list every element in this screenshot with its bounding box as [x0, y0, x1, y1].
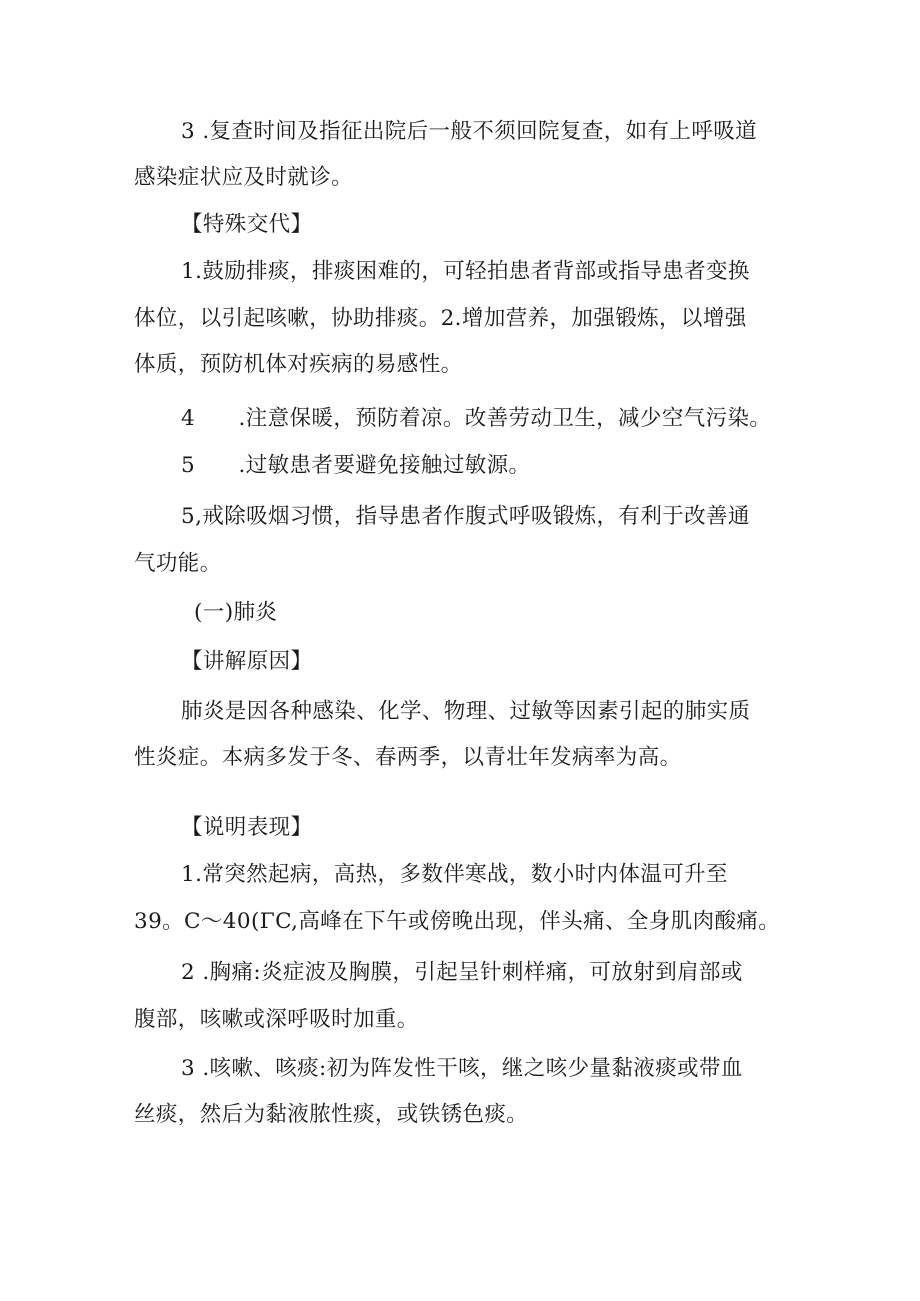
text-line: 5 .过敏患者要避免接触过敏源。 — [181, 453, 531, 478]
section-heading: 【说明表现】 — [181, 815, 313, 840]
text-line: 气功能。 — [134, 551, 222, 576]
text-line: 丝痰，然后为黏液脓性痰，或铁锈色痰。 — [134, 1102, 529, 1127]
text-line: 4 .注意保暖，预防着凉。改善劳动卫生，减少空气污染。 — [181, 406, 772, 431]
section-heading: (一)肺炎 — [194, 600, 278, 625]
text-line: 5,戒除吸烟习惯，指导患者作腹式呼吸锻炼，有利于改善通 — [181, 504, 750, 529]
text-line: 2 .胸痛:炎症波及胸膜，引起呈针刺样痛，可放射到肩部或 — [181, 960, 743, 985]
text-line: 体位，以引起咳嗽，协助排痰。2.增加营养，加强锻炼，以增强 — [134, 306, 747, 331]
text-line: 腹部，咳嗽或深呼吸时加重。 — [134, 1007, 419, 1032]
text-line: 肺炎是因各种感染、化学、物理、过敏等因素引起的肺实质 — [181, 699, 751, 724]
text-line: 3 .咳嗽、咳痰:初为阵发性干咳，继之咳少量黏液痰或带血 — [181, 1056, 743, 1081]
text-line: 1.鼓励排痰，排痰困难的，可轻拍患者背部或指导患者变换 — [181, 259, 750, 284]
text-line: 39。C～40(ΓC,高峰在下午或傍晚出现，伴头痛、全身肌肉酸痛。 — [134, 909, 781, 934]
text-line: 性炎症。本病多发于冬、春两季，以青壮年发病率为高。 — [134, 745, 682, 770]
text-line: 1.常突然起病，高热，多数伴寒战，数小时内体温可升至 — [181, 862, 728, 887]
text-line: 体质，预防机体对疾病的易感性。 — [134, 352, 463, 377]
text-line: 感染症状应及时就诊。 — [134, 165, 354, 190]
section-heading: 【讲解原因】 — [181, 649, 313, 674]
section-heading: 【特殊交代】 — [181, 212, 313, 237]
text-line: 3 .复查时间及指征出院后一般不须回院复查，如有上呼吸道 — [181, 119, 758, 144]
